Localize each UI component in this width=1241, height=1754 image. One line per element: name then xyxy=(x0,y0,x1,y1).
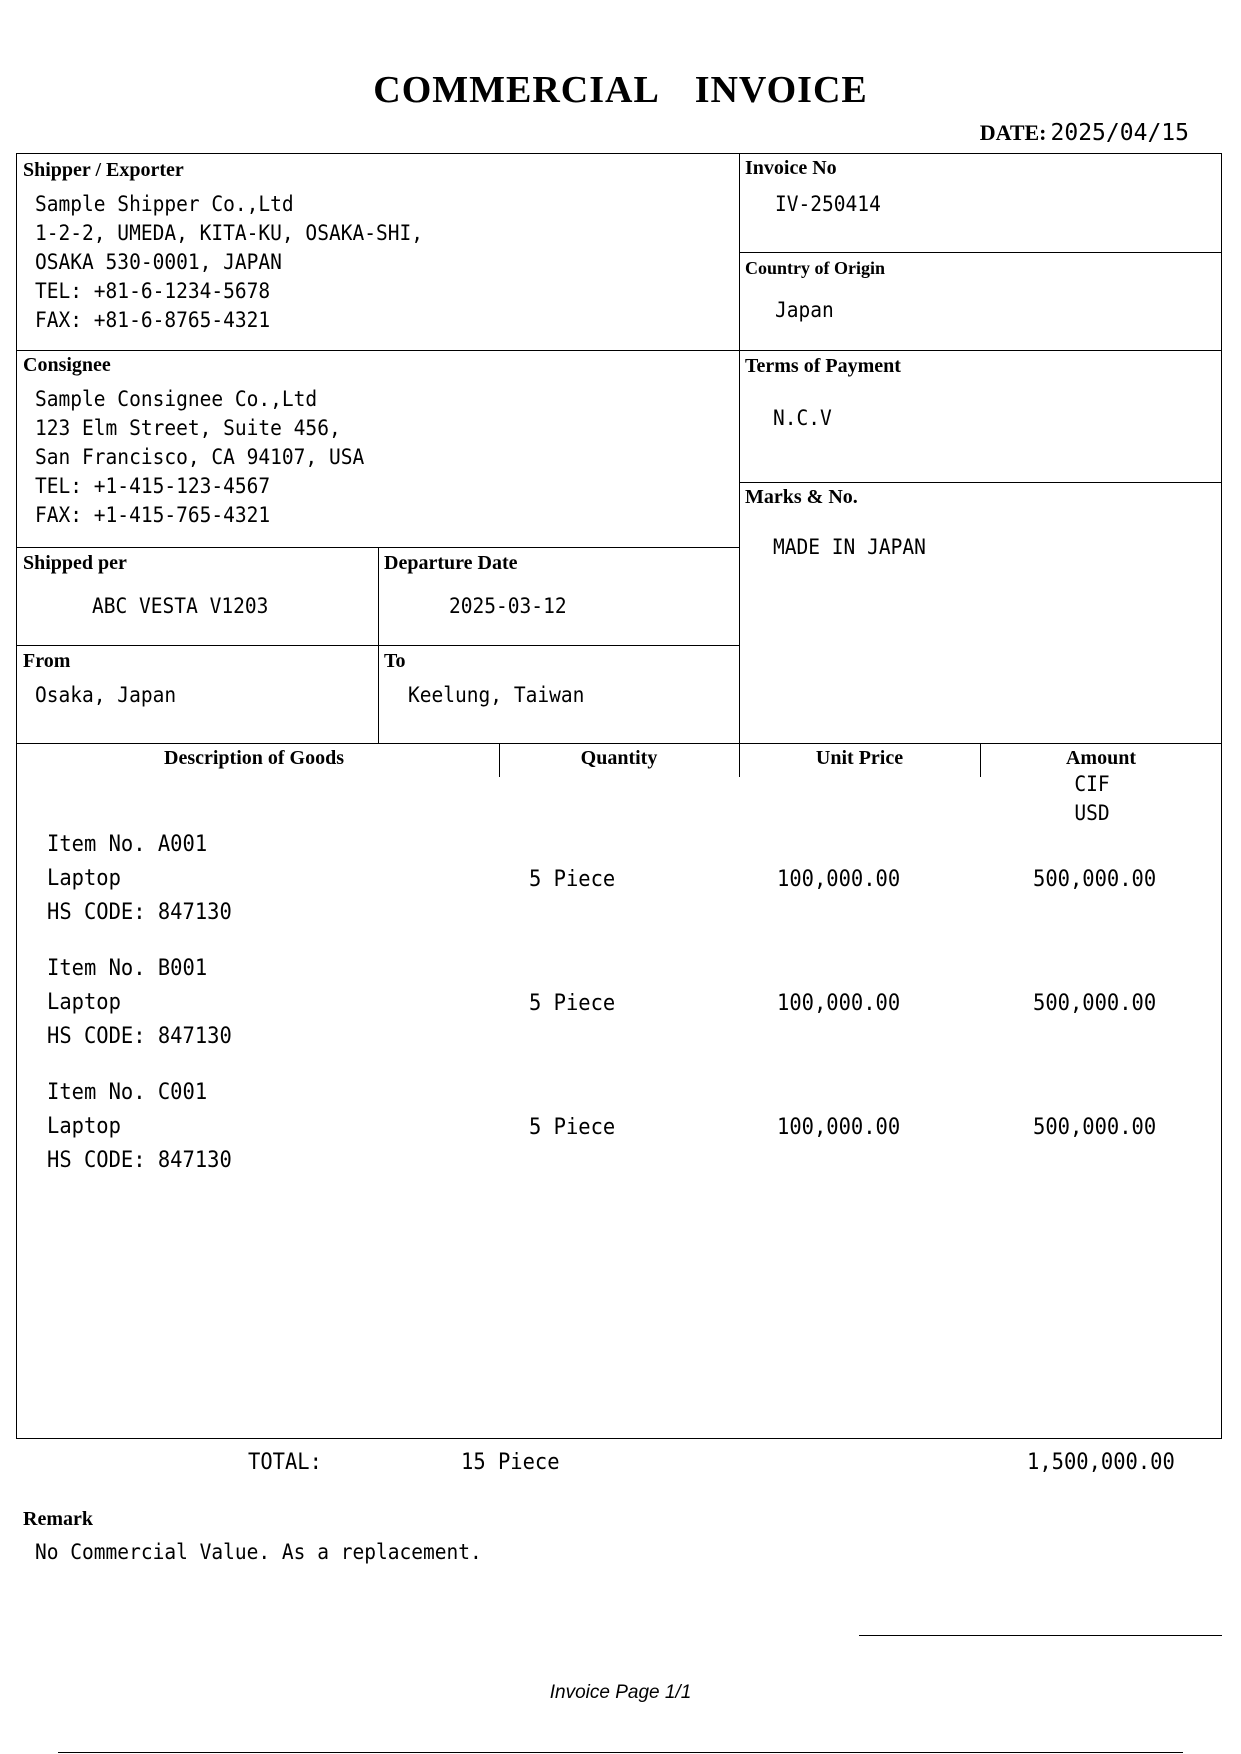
shipper-address xyxy=(35,190,423,335)
shipper-line: 1-2-2, UMEDA, KITA-KU, OSAKA-SHI, xyxy=(35,221,424,245)
item-name: Laptop xyxy=(47,990,121,1015)
consignee-line: 123 Elm Street, Suite 456, xyxy=(35,416,341,440)
invoice-no-label: Invoice No xyxy=(745,157,837,179)
header-amount: Amount xyxy=(1065,747,1136,769)
document-title: COMMERCIAL INVOICE xyxy=(373,69,868,111)
date-value: 2025/04/15 xyxy=(1050,120,1189,146)
total-quantity: 15 Piece xyxy=(461,1450,560,1475)
item-number: Item No. B001 xyxy=(47,956,208,981)
item-unit-price: 100,000.00 xyxy=(777,991,901,1016)
item-quantity: 5 Piece xyxy=(529,1115,616,1140)
total-label: TOTAL: xyxy=(248,1450,322,1475)
departure-date-value: 2025-03-12 xyxy=(449,594,567,618)
amount-terms: CIF xyxy=(1074,772,1110,796)
item-quantity: 5 Piece xyxy=(529,867,616,892)
consignee-line: FAX: +1-415-765-4321 xyxy=(35,503,271,527)
item-description xyxy=(47,1076,232,1178)
divider xyxy=(739,482,1222,483)
remark-value: No Commercial Value. As a replacement. xyxy=(35,1540,482,1564)
amount-currency: USD xyxy=(1074,801,1110,825)
marks-label: Marks & No. xyxy=(745,486,858,508)
divider xyxy=(739,153,740,744)
marks-value: MADE IN JAPAN xyxy=(773,535,926,559)
item-number: Item No. A001 xyxy=(47,832,208,857)
item-number: Item No. C001 xyxy=(47,1080,208,1105)
header-description: Description of Goods xyxy=(164,747,344,769)
item-name: Laptop xyxy=(47,1114,121,1139)
consignee-label: Consignee xyxy=(23,354,111,376)
footer-rule xyxy=(58,1752,1183,1753)
item-amount: 500,000.00 xyxy=(1033,1115,1157,1140)
to-label: To xyxy=(384,650,406,672)
total-amount: 1,500,000.00 xyxy=(1027,1450,1175,1475)
shipper-line: OSAKA 530-0001, JAPAN xyxy=(35,250,282,274)
item-hs-code: HS CODE: 847130 xyxy=(47,1024,232,1049)
terms-of-payment-value: N.C.V xyxy=(773,406,832,430)
divider xyxy=(16,645,739,646)
country-of-origin-value: Japan xyxy=(775,298,834,322)
header-unit-price: Unit Price xyxy=(815,747,904,769)
item-amount: 500,000.00 xyxy=(1033,991,1157,1016)
from-value: Osaka, Japan xyxy=(35,683,177,707)
consignee-line: Sample Consignee Co.,Ltd xyxy=(35,387,318,411)
consignee-line: TEL: +1-415-123-4567 xyxy=(35,474,271,498)
consignee-line: San Francisco, CA 94107, USA xyxy=(35,445,365,469)
item-name: Laptop xyxy=(47,866,121,891)
remark-label: Remark xyxy=(23,1508,93,1530)
divider xyxy=(16,350,1222,351)
item-unit-price: 100,000.00 xyxy=(777,867,901,892)
divider xyxy=(739,252,1222,253)
shipper-line: Sample Shipper Co.,Ltd xyxy=(35,192,294,216)
item-unit-price: 100,000.00 xyxy=(777,1115,901,1140)
document-date xyxy=(980,120,1189,146)
date-label: DATE: xyxy=(979,120,1047,145)
page-number: Invoice Page 1/1 xyxy=(549,1682,692,1703)
country-of-origin-label: Country of Origin xyxy=(745,258,886,278)
shipped-per-value: ABC VESTA V1203 xyxy=(92,594,269,618)
invoice-no-value: IV-250414 xyxy=(775,192,881,216)
signature-line xyxy=(859,1635,1222,1636)
shipper-line: FAX: +81-6-8765-4321 xyxy=(35,308,271,332)
header-quantity: Quantity xyxy=(580,747,658,769)
from-label: From xyxy=(23,650,71,672)
shipper-label: Shipper / Exporter xyxy=(23,159,184,181)
item-quantity: 5 Piece xyxy=(529,991,616,1016)
terms-of-payment-label: Terms of Payment xyxy=(745,355,901,377)
consignee-address xyxy=(35,385,364,530)
item-amount: 500,000.00 xyxy=(1033,867,1157,892)
shipped-per-label: Shipped per xyxy=(23,552,127,574)
item-description xyxy=(47,828,232,930)
item-hs-code: HS CODE: 847130 xyxy=(47,900,232,925)
to-value: Keelung, Taiwan xyxy=(408,683,585,707)
departure-date-label: Departure Date xyxy=(384,552,518,574)
item-hs-code: HS CODE: 847130 xyxy=(47,1148,232,1173)
item-description xyxy=(47,952,232,1054)
shipper-line: TEL: +81-6-1234-5678 xyxy=(35,279,271,303)
